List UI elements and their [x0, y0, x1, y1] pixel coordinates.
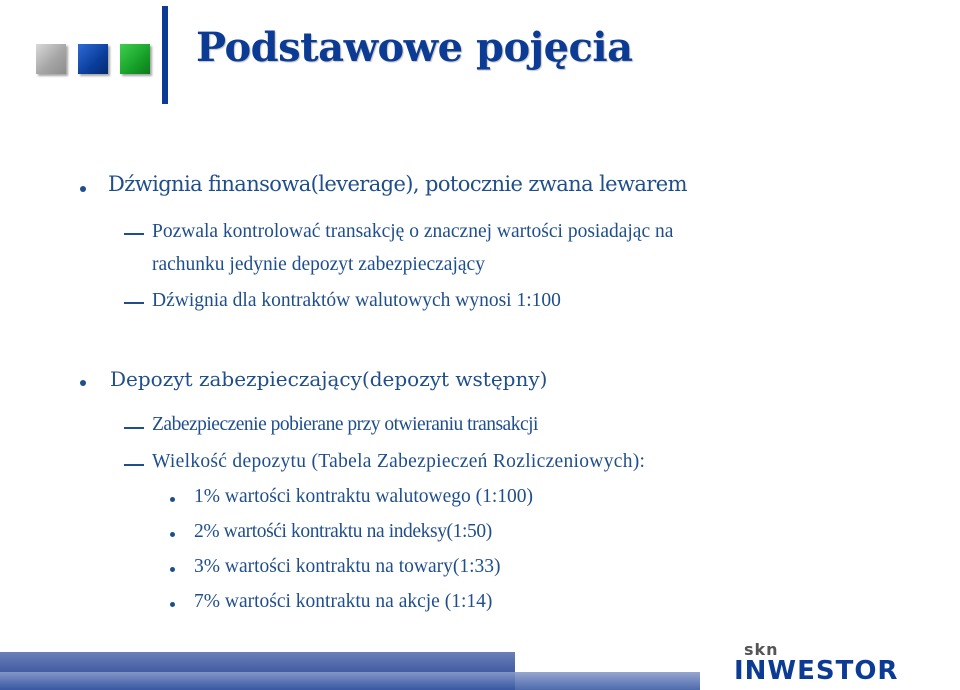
logo-main-text: INWESTOR: [734, 656, 899, 686]
dash-marker: [124, 233, 144, 235]
margin-item-stock: 7% wartości kontraktu na akcje (1:14): [194, 591, 493, 612]
dash-marker: [124, 302, 144, 304]
sub-margin-collected: Zabezpieczenie pobierane przy otwieraniu transakcji: [152, 414, 538, 435]
sub-leverage-definition-cont: rachunku jedynie depozyt zabezpieczający: [152, 254, 485, 275]
bullet-margin: Depozyt zabezpieczający(depozyt wstępny): [110, 367, 548, 391]
item-dot: [170, 532, 175, 537]
logo-skn-text: skn: [744, 640, 779, 659]
dash-marker: [124, 464, 144, 466]
blue-square-decoration: [78, 44, 108, 74]
margin-item-currency: 1% wartości kontraktu walutowego (1:100): [194, 486, 534, 507]
item-dot: [170, 497, 175, 502]
bullet-leverage: Dźwignia finansowa(leverage), potocznie zwana lewarem: [108, 172, 687, 196]
item-dot: [170, 567, 175, 572]
bullet-dot: [80, 380, 86, 386]
skn-inwestor-logo: [734, 640, 934, 690]
margin-item-index: 2% wartośći kontraktu na indeksy(1:50): [194, 521, 492, 542]
green-square-decoration: [120, 44, 150, 74]
sub-leverage-definition: Pozwala kontrolować transakcję o znacznej wartości posiadając na: [152, 221, 674, 242]
margin-item-commodity: 3% wartości kontraktu na towary(1:33): [194, 556, 501, 577]
gray-square-decoration: [36, 44, 66, 74]
slide-title: Podstawowe pojęcia: [196, 24, 633, 71]
bullet-dot: [80, 186, 86, 192]
dash-marker: [124, 427, 144, 429]
item-dot: [170, 602, 175, 607]
sub-margin-size: Wielkość depozytu (Tabela Zabezpieczeń Rozliczeniowych):: [152, 451, 646, 472]
footer-bar-light: [0, 672, 700, 690]
sub-leverage-ratio: Dźwignia dla kontraktów walutowych wynosi 1:100: [152, 290, 561, 311]
title-divider: [162, 6, 168, 104]
